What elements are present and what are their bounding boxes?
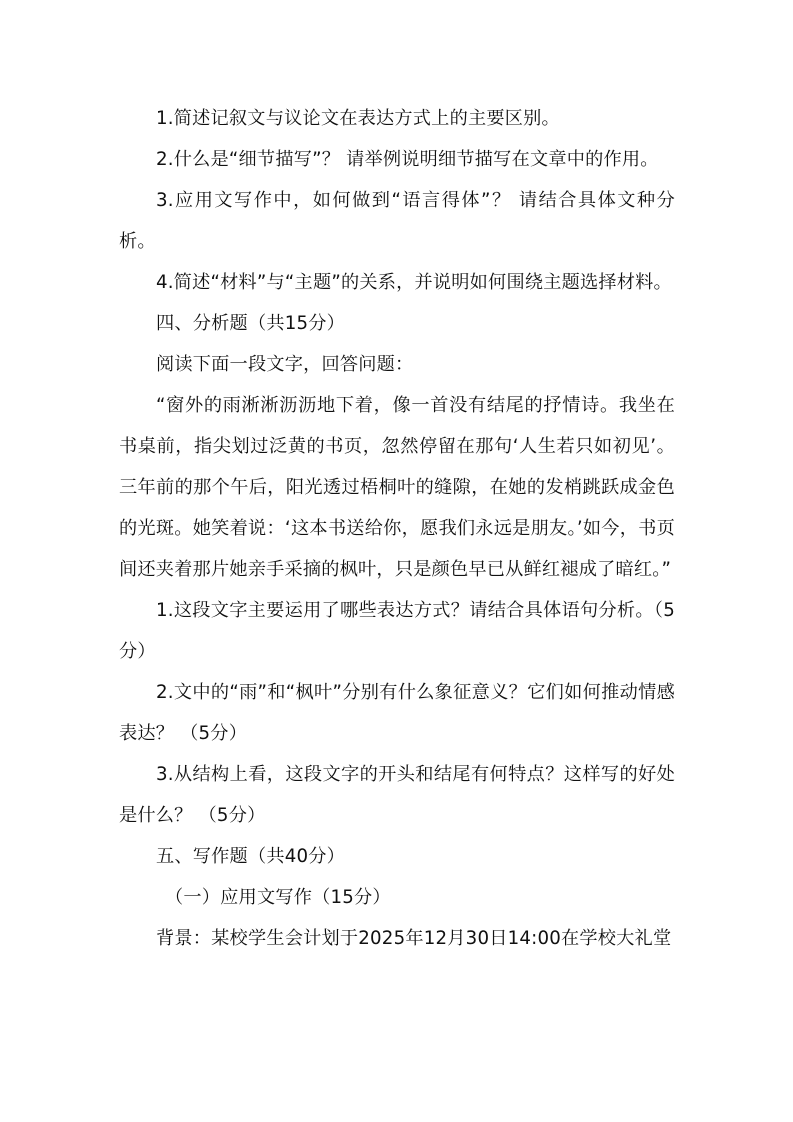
analysis-question-2: 2.文中的“雨”和“枫叶”分别有什么象征意义？它们如何推动情感表达？ （5分） [119, 682, 675, 744]
analysis-passage: “窗外的雨淅淅沥沥地下着，像一首没有结尾的抒情诗。我坐在书桌前，指尖划过泛黄的书页，忽然停留在那句‘人生若只如初见’。三年前的那个午后，阳光透过梧桐叶的缝隙，在她的发梢跳跃成金色的光斑。她笑着说：‘这本书送给你，愿我们永远是朋友。’如今，书页间还夹着那片她亲手采摘的枫叶，只是颜色早已从鲜红褪成了暗红。” [119, 395, 675, 580]
writing-subsection-heading: （一）应用文写作（15分） [165, 887, 391, 908]
analysis-instruction: 阅读下面一段文字，回答问题： [156, 354, 414, 375]
short-answer-question-1: 1.简述记叙文与议论文在表达方式上的主要区别。 [156, 108, 560, 129]
short-answer-question-4: 4.简述“材料”与“主题”的关系，并说明如何围绕主题选择材料。 [156, 272, 672, 293]
document-page [119, 98, 675, 959]
writing-section-heading: 五、写作题（共40分） [156, 846, 346, 867]
analysis-question-3: 3.从结构上看，这段文字的开头和结尾有何特点？这样写的好处是什么？ （5分） [119, 764, 675, 826]
analysis-section-heading: 四、分析题（共15分） [156, 313, 346, 334]
writing-background: 背景：某校学生会计划于2025年12月30日14:00在学校大礼堂 [156, 928, 672, 949]
analysis-question-1: 1.这段文字主要运用了哪些表达方式？请结合具体语句分析。（5分） [119, 600, 675, 662]
short-answer-question-3: 3.应用文写作中，如何做到“语言得体”？ 请结合具体文种分析。 [119, 190, 675, 252]
short-answer-question-2: 2.什么是“细节描写”？ 请举例说明细节描写在文章中的作用。 [156, 149, 659, 170]
